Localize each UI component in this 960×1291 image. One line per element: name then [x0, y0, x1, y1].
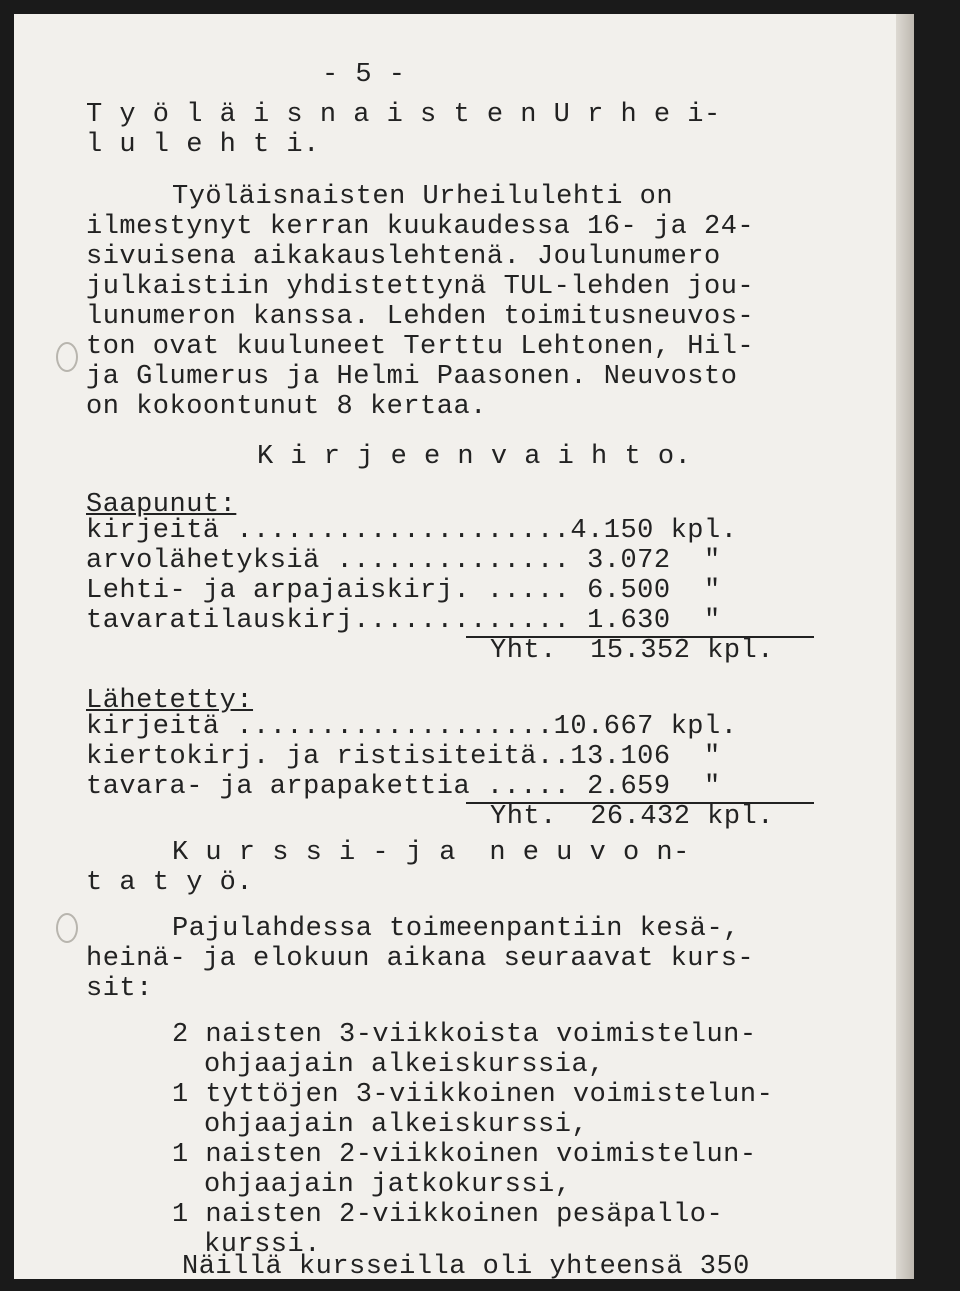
received-row: tavaratilauskirj............. 1.630 ": [86, 606, 721, 636]
paragraph-line: ton ovat kuuluneet Terttu Lehtonen, Hil-: [86, 332, 755, 362]
received-row: arvolähetyksiä .............. 3.072 ": [86, 546, 721, 576]
paragraph-line: sivuisena aikakauslehtenä. Joulunumero: [86, 242, 721, 272]
paragraph-line: ja Glumerus ja Helmi Paasonen. Neuvosto: [86, 362, 738, 392]
paragraph-line: heinä- ja elokuun aikana seuraavat kurs-: [86, 944, 755, 974]
received-total: Yht. 15.352 kpl.: [490, 636, 774, 666]
received-row: Lehti- ja arpajaiskirj. ..... 6.500 ": [86, 576, 721, 606]
sent-label: Lähetetty:: [86, 686, 254, 716]
section-heading: t a t y ö.: [86, 868, 254, 898]
paragraph-line: on kokoontunut 8 kertaa.: [86, 392, 487, 422]
sent-total: Yht. 26.432 kpl.: [490, 802, 774, 832]
paragraph-line: lunumeron kanssa. Lehden toimitusneuvos-: [86, 302, 755, 332]
document-page: [14, 14, 914, 1279]
course-item: 1 naisten 2-viikkoinen pesäpallo-: [172, 1200, 724, 1230]
received-label: Saapunut:: [86, 490, 237, 520]
section-heading: K i r j e e n v a i h t o.: [257, 442, 692, 472]
paragraph-line: julkaistiin yhdistettynä TUL-lehden jou-: [86, 272, 755, 302]
sent-row: tavara- ja arpapakettia ..... 2.659 ": [86, 772, 721, 802]
course-item: ohjaajain alkeiskurssi,: [204, 1110, 589, 1140]
page-edge: [896, 14, 914, 1279]
course-item: ohjaajain jatkokurssi,: [204, 1170, 572, 1200]
sent-row: kiertokirj. ja ristisiteitä..13.106 ": [86, 742, 721, 772]
paragraph-line: ilmestynyt kerran kuukaudessa 16- ja 24-: [86, 212, 755, 242]
page-number: - 5 -: [322, 60, 406, 90]
closing-line: Näillä kursseilla oli yhteensä 350: [182, 1252, 750, 1279]
course-item: kurssi.: [204, 1230, 321, 1260]
course-item: ohjaajain alkeiskurssia,: [204, 1050, 605, 1080]
paragraph-line: Pajulahdessa toimeenpantiin kesä-,: [172, 914, 740, 944]
course-item: 2 naisten 3-viikkoista voimistelun-: [172, 1020, 757, 1050]
course-item: 1 naisten 2-viikkoinen voimistelun-: [172, 1140, 757, 1170]
sent-row: kirjeitä ...................10.667 kpl.: [86, 712, 738, 742]
paragraph-line: Työläisnaisten Urheilulehti on: [172, 182, 674, 212]
received-row: kirjeitä ....................4.150 kpl.: [86, 516, 738, 546]
course-item: 1 tyttöjen 3-viikkoinen voimistelun-: [172, 1080, 774, 1110]
punch-hole: [56, 342, 78, 372]
heading-line: T y ö l ä i s n a i s t e n U r h e i-: [86, 100, 721, 130]
punch-hole: [56, 913, 78, 943]
paragraph-line: sit:: [86, 974, 153, 1004]
heading-line: l u l e h t i.: [86, 130, 320, 160]
section-heading: K u r s s i - j a n e u v o n-: [172, 838, 690, 868]
